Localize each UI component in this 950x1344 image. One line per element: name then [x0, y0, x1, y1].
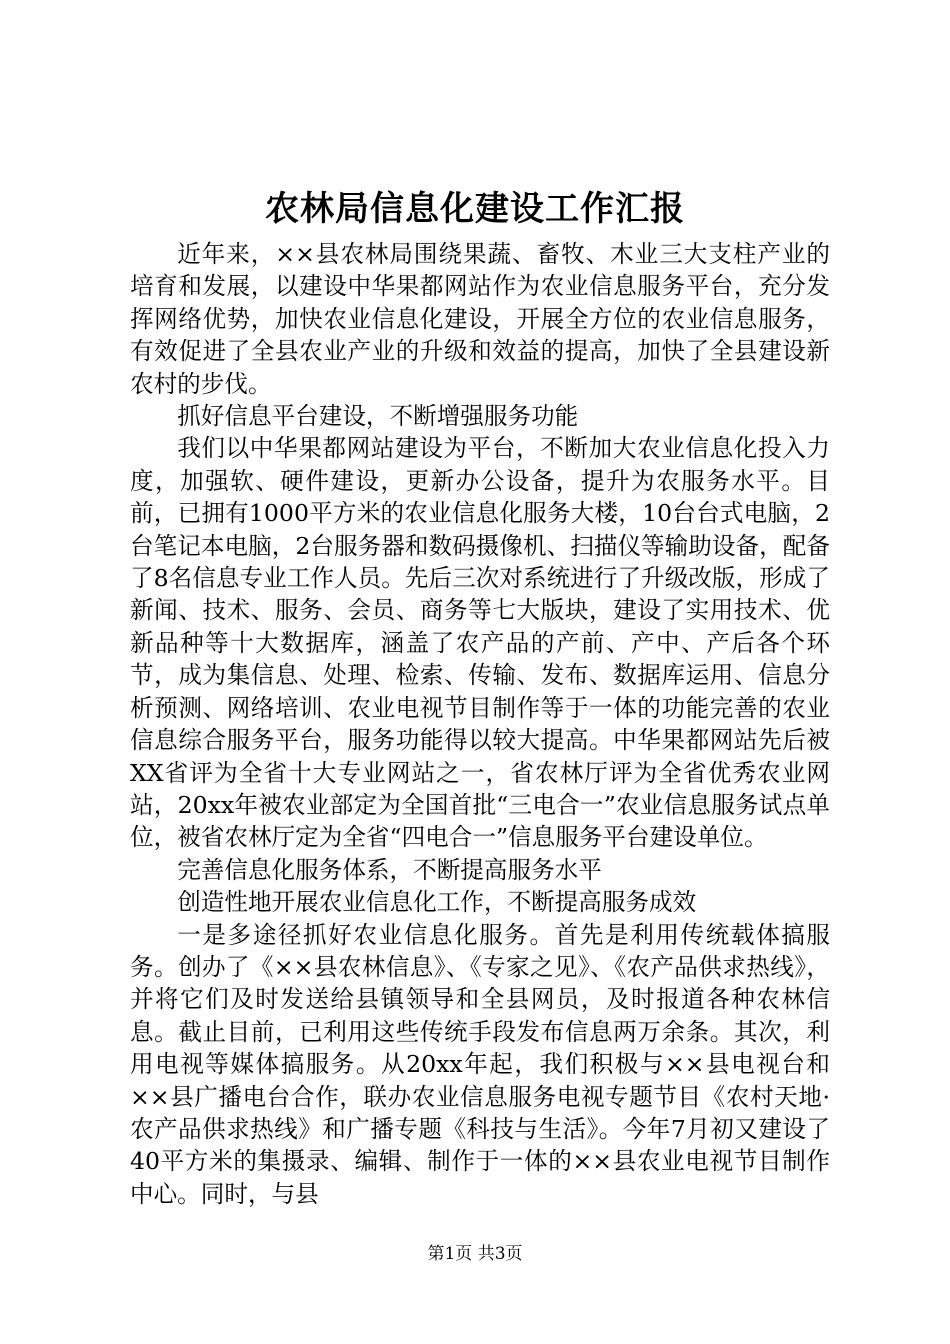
- paragraph-intro: 近年来，××县农林局围绕果蔬、畜牧、木业三大支柱产业的培育和发展，以建设中华果都网站作为农业信息服务平台，充分发挥网络优势，加快农业信息化建设，开展全方位的农业信息服务，有效促进了全县农业产业的升级和效益的提高，加快了全县建设新农村的步伐。: [130, 240, 830, 398]
- section-heading-effectiveness: 创造性地开展农业信息化工作，不断提高服务成效: [177, 888, 697, 917]
- page-footer: 第1页 共3页: [427, 1244, 523, 1264]
- paragraph-multi-channel: 一是多途径抓好农业信息化服务。首先是利用传统载体搞服务。创办了《××县农林信息》、《专家之见》、《农产品供求热线》，并将它们及时发送给县镇领导和全县网员，及时报道各种农林信息。截止目前，已利用这些传统手段发布信息两万余条。其次，利用电视等媒体搞服务。从20xx年起，我们积极与××县电视台和××县广播电台合作，联办农业信息服务电视专题节目《农村天地·农产品供求热线》和广播专题《科技与生活》。今年7月初又建设了40平方米的集摄录、编辑、制作于一体的××县农业电视节目制作中心。同时，与县: [130, 920, 830, 1208]
- document-title: 农林局信息化建设工作汇报: [265, 189, 685, 229]
- section-heading-platform: 抓好信息平台建设，不断增强服务功能: [177, 402, 579, 431]
- paragraph-platform: 我们以中华果都网站建设为平台，不断加大农业信息化投入力度，加强软、硬件建设，更新办公设备，提升为农服务水平。目前，已拥有1000平方米的农业信息化服务大楼，10台台式电脑，2台笔记本电脑，2台服务器和数码摄像机、扫描仪等输助设备，配备了8名信息专业工作人员。先后三次对系统进行了升级改版，形成了新闻、技术、服务、会员、商务等七大版块，建设了实用技术、优新品种等十大数据库，涵盖了农产品的产前、产中、产后各个环节，成为集信息、处理、检索、传输、发布、数据库运用、信息分析预测、网络培训、农业电视节目制作等于一体的功能完善的农业信息综合服务平台，服务功能得以较大提高。中华果都网站先后被XX省评为全省十大专业网站之一，省农林厅评为全省优秀农业网站，20xx年被农业部定为全国首批“三电合一”农业信息服务试点单位，被省农林厅定为全省“四电合一”信息服务平台建设单位。: [130, 434, 830, 852]
- section-heading-service-system: 完善信息化服务体系，不断提高服务水平: [177, 855, 602, 884]
- document-body: [130, 238, 830, 1210]
